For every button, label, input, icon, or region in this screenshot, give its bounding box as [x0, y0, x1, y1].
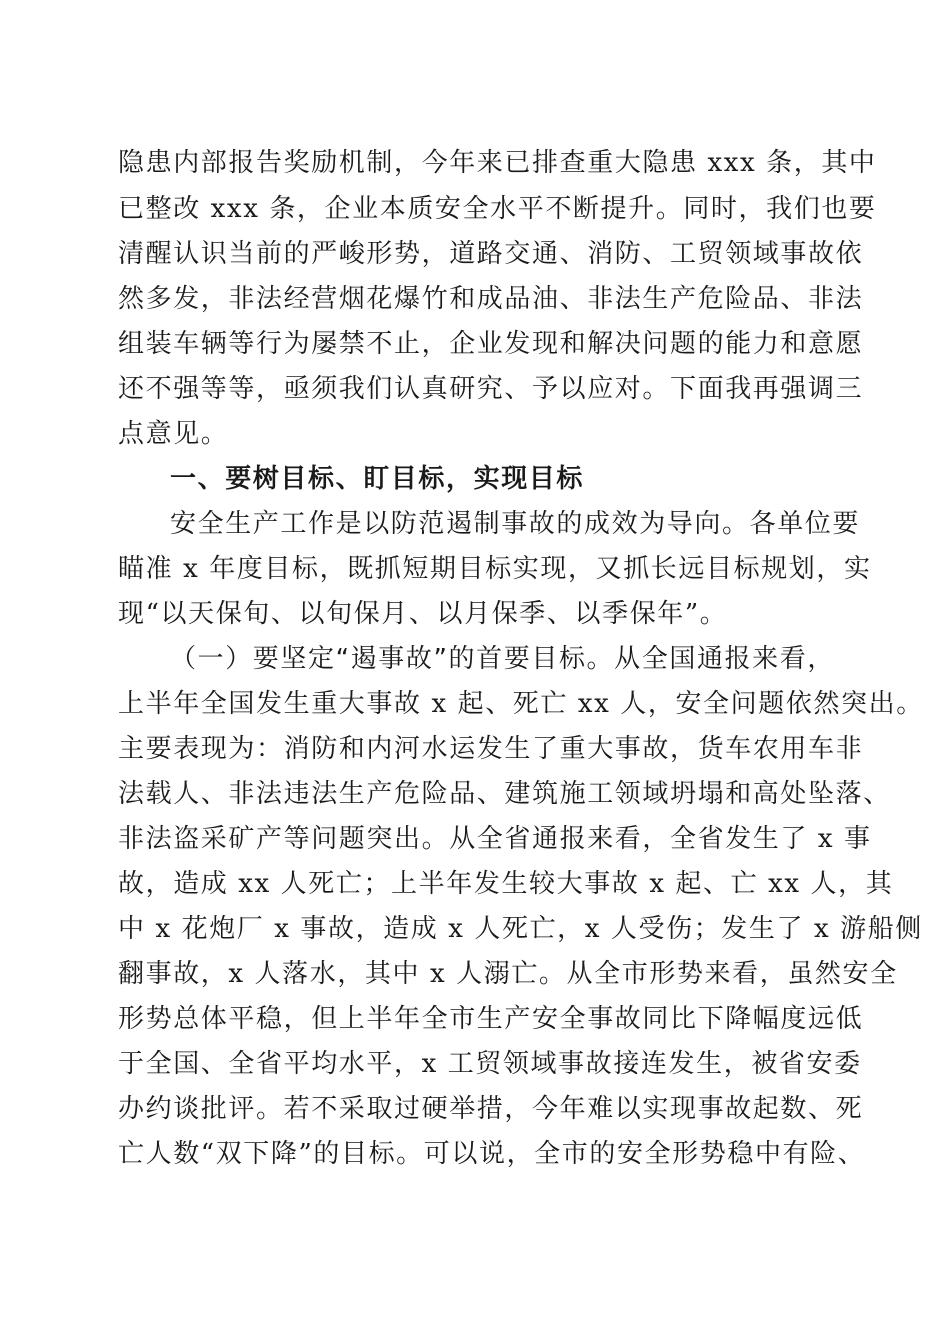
paragraph-line: 法载人、非法违法生产危险品、建筑施工领域坍塌和高处坠落、: [118, 779, 891, 809]
paragraph-line: 主要表现为：消防和内河水运发生了重大事故，货车农用车非: [118, 734, 864, 764]
paragraph-line: 中 x 花炮厂 x 事故，造成 x 人死亡，x 人受伤；发生了 x 游船侧: [118, 914, 923, 944]
subsection-first-line: [170, 641, 838, 677]
paragraph-line: 清醒认识当前的严峻形势，道路交通、消防、工贸领域事故依: [118, 239, 864, 269]
paragraph-line: 现“以天保旬、以旬保月、以月保季、以季保年”。: [118, 599, 728, 629]
paragraph-line: 非法盗采矿产等问题突出。从全省通报来看，全省发生了 x 事: [118, 824, 872, 854]
paragraph-line: 瞄准 x 年度目标，既抓短期目标实现，又抓长远目标规划，实: [118, 554, 872, 584]
subsection-heading: （一）要坚定“遏事故”的首要目标。: [170, 644, 615, 674]
paragraph-line: 点意见。: [118, 419, 229, 449]
paragraph-line: 组装车辆等行为屡禁不止，企业发现和解决问题的能力和意愿: [118, 329, 864, 359]
paragraph-line: 然多发，非法经营烟花爆竹和成品油、非法生产危险品、非法: [118, 284, 864, 314]
subsection-text: 从全国通报来看，: [614, 644, 835, 674]
paragraph-line: 上半年全国发生重大事故 x 起、死亡 xx 人，安全问题依然突出。: [118, 689, 924, 719]
paragraph-line: 隐患内部报告奖励机制，今年来已排查重大隐患 xxx 条，其中: [118, 148, 877, 178]
section-heading: 一、要树目标、盯目标，实现目标: [170, 464, 585, 494]
paragraph-line: 亡人数“双下降”的目标。可以说，全市的安全形势稳中有险、: [118, 1139, 866, 1169]
paragraph-line: 办约谈批评。若不采取过硬举措，今年难以实现事故起数、死: [118, 1094, 864, 1124]
paragraph-line: 已整改 xxx 条，企业本质安全水平不断提升。同时，我们也要: [118, 194, 877, 224]
paragraph-line: 形势总体平稳，但上半年全市生产安全事故同比下降幅度远低: [118, 1004, 864, 1034]
paragraph-line: 于全国、全省平均水平，x 工贸领域事故接连发生，被省安委: [118, 1049, 862, 1079]
paragraph-line: 安全生产工作是以防范遏制事故的成效为导向。各单位要: [170, 509, 861, 539]
paragraph-line: 故，造成 xx 人死亡；上半年发生较大事故 x 起、亡 xx 人，其: [118, 869, 894, 899]
paragraph-line: 还不强等等，亟须我们认真研究、予以应对。下面我再强调三: [118, 374, 864, 404]
paragraph-line: 翻事故，x 人落水，其中 x 人溺亡。从全市形势来看，虽然安全: [118, 959, 898, 989]
